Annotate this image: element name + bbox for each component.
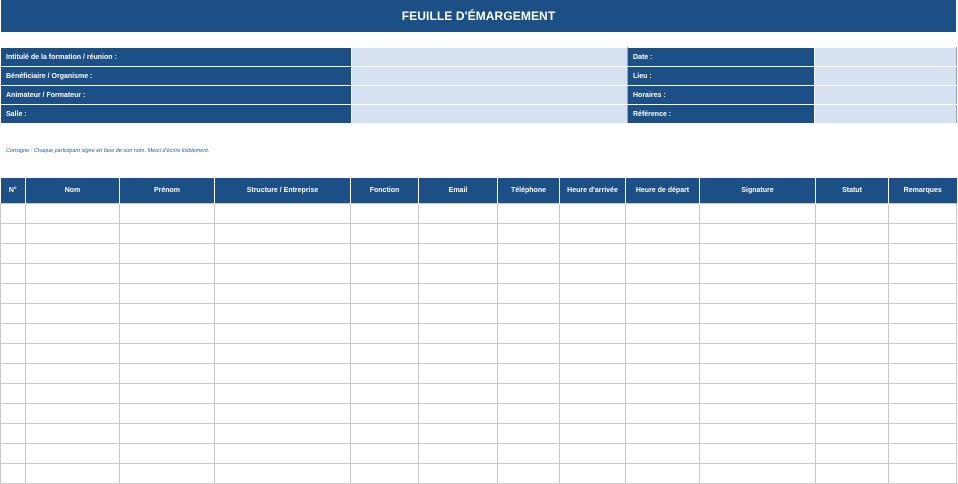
table-cell[interactable] [120,264,215,284]
sheet-title: FEUILLE D'ÉMARGEMENT [1,0,956,32]
table-cell[interactable] [351,444,419,464]
table-cell[interactable] [560,284,626,304]
table-cell[interactable] [215,464,351,484]
table-cell[interactable] [700,304,816,324]
table-cell[interactable] [700,344,816,364]
table-cell[interactable] [700,364,816,384]
info-row [1,67,957,86]
info-row [1,105,957,124]
table-cell[interactable] [700,204,816,224]
table-cell[interactable] [351,264,419,284]
table-cell[interactable] [1,384,26,404]
table-cell[interactable] [626,244,700,264]
table-cell[interactable] [700,424,816,444]
table-cell[interactable] [120,464,215,484]
table-cell[interactable] [498,424,560,444]
table-cell[interactable] [560,364,626,384]
table-cell[interactable] [120,284,215,304]
table-cell[interactable] [560,304,626,324]
table-cell[interactable] [626,324,700,344]
table-cell[interactable] [889,244,957,264]
table-cell[interactable] [26,224,120,244]
table-cell[interactable] [419,444,498,464]
table-cell[interactable] [351,304,419,324]
table-cell[interactable] [889,344,957,364]
date-label: Date : [628,48,815,67]
table-cell[interactable] [816,424,889,444]
table-cell[interactable] [351,464,419,484]
table-cell[interactable] [816,264,889,284]
table-cell[interactable] [498,224,560,244]
col-header-arrivee: Heure d'arrivée [560,178,626,204]
table-cell[interactable] [816,224,889,244]
table-cell[interactable] [626,264,700,284]
table-cell[interactable] [816,284,889,304]
table-cell[interactable] [215,344,351,364]
table-cell[interactable] [351,424,419,444]
table-cell[interactable] [889,284,957,304]
table-cell[interactable] [560,464,626,484]
table-cell[interactable] [889,444,957,464]
table-cell[interactable] [419,364,498,384]
table-cell[interactable] [560,244,626,264]
table-cell[interactable] [1,204,26,224]
table-cell[interactable] [889,204,957,224]
table-cell[interactable] [419,304,498,324]
table-cell[interactable] [1,224,26,244]
table-cell[interactable] [215,264,351,284]
table-cell[interactable] [26,424,120,444]
table-cell[interactable] [700,444,816,464]
table-cell[interactable] [560,424,626,444]
table-cell[interactable] [816,304,889,324]
col-header-numero: N° [1,178,26,204]
table-cell[interactable] [120,344,215,364]
table-cell[interactable] [626,404,700,424]
table-cell[interactable] [215,224,351,244]
table-cell[interactable] [215,324,351,344]
table-cell[interactable] [1,344,26,364]
table-cell[interactable] [26,264,120,284]
table-cell[interactable] [560,324,626,344]
table-cell[interactable] [419,464,498,484]
table-cell[interactable] [700,224,816,244]
table-cell[interactable] [419,344,498,364]
table-row [1,424,957,444]
table-cell[interactable] [626,284,700,304]
attendance-table [0,178,957,484]
table-cell[interactable] [626,424,700,444]
table-cell[interactable] [560,224,626,244]
table-cell[interactable] [560,444,626,464]
table-cell[interactable] [120,424,215,444]
table-cell[interactable] [498,324,560,344]
table-cell[interactable] [498,404,560,424]
info-table [0,47,957,124]
table-cell[interactable] [498,304,560,324]
table-cell[interactable] [626,364,700,384]
table-cell[interactable] [498,344,560,364]
table-cell[interactable] [351,204,419,224]
table-cell[interactable] [626,204,700,224]
table-cell[interactable] [419,264,498,284]
table-cell[interactable] [26,384,120,404]
table-cell[interactable] [816,404,889,424]
table-cell[interactable] [26,444,120,464]
table-cell[interactable] [351,324,419,344]
table-cell[interactable] [1,404,26,424]
table-cell[interactable] [626,304,700,324]
table-cell[interactable] [419,244,498,264]
table-cell[interactable] [889,384,957,404]
table-cell[interactable] [889,364,957,384]
col-header-structure: Structure / Entreprise [215,178,351,204]
table-cell[interactable] [498,284,560,304]
table-cell[interactable] [120,304,215,324]
table-cell[interactable] [120,384,215,404]
table-cell[interactable] [26,304,120,324]
table-cell[interactable] [26,344,120,364]
table-cell[interactable] [560,264,626,284]
table-cell[interactable] [215,244,351,264]
table-cell[interactable] [120,204,215,224]
table-cell[interactable] [626,444,700,464]
table-cell[interactable] [889,404,957,424]
table-cell[interactable] [498,364,560,384]
table-cell[interactable] [26,204,120,224]
table-row [1,304,957,324]
table-cell[interactable] [1,464,26,484]
table-cell[interactable] [26,284,120,304]
table-cell[interactable] [560,404,626,424]
table-cell[interactable] [816,244,889,264]
table-cell[interactable] [626,344,700,364]
table-cell[interactable] [498,444,560,464]
table-row [1,384,957,404]
table-row [1,204,957,224]
table-cell[interactable] [560,204,626,224]
table-cell[interactable] [700,464,816,484]
col-header-prenom: Prénom [120,178,215,204]
table-cell[interactable] [498,384,560,404]
reference-label: Référence : [628,105,815,124]
table-row [1,284,957,304]
table-cell[interactable] [419,224,498,244]
table-cell[interactable] [419,404,498,424]
table-cell[interactable] [889,304,957,324]
table-row [1,364,957,384]
table-cell[interactable] [419,424,498,444]
table-row [1,264,957,284]
formation-field[interactable] [352,48,628,67]
table-cell[interactable] [560,344,626,364]
table-cell[interactable] [1,284,26,304]
table-cell[interactable] [419,324,498,344]
table-cell[interactable] [816,204,889,224]
table-cell[interactable] [351,244,419,264]
table-cell[interactable] [120,324,215,344]
table-cell[interactable] [1,364,26,384]
table-cell[interactable] [700,244,816,264]
table-cell[interactable] [889,224,957,244]
table-cell[interactable] [816,344,889,364]
date-field[interactable] [815,48,957,67]
table-row [1,324,957,344]
table-cell[interactable] [626,224,700,244]
table-cell[interactable] [26,404,120,424]
table-cell[interactable] [215,204,351,224]
beneficiaire-field[interactable] [352,67,628,86]
table-cell[interactable] [351,344,419,364]
table-row [1,404,957,424]
table-cell[interactable] [889,264,957,284]
table-cell[interactable] [700,264,816,284]
table-cell[interactable] [419,204,498,224]
beneficiaire-label: Bénéficiaire / Organisme : [1,67,352,86]
table-row [1,464,957,484]
info-row [1,86,957,105]
table-cell[interactable] [498,264,560,284]
table-cell[interactable] [816,384,889,404]
table-cell[interactable] [816,364,889,384]
table-cell[interactable] [816,324,889,344]
formation-label: Intitulé de la formation / réunion : [1,48,352,67]
lieu-label: Lieu : [628,67,815,86]
attendance-rows [1,204,957,484]
table-cell[interactable] [700,284,816,304]
table-cell[interactable] [700,324,816,344]
table-cell[interactable] [120,364,215,384]
table-cell[interactable] [419,384,498,404]
salle-field[interactable] [352,105,628,124]
table-cell[interactable] [120,444,215,464]
table-cell[interactable] [889,424,957,444]
table-cell[interactable] [215,304,351,324]
table-cell[interactable] [1,444,26,464]
table-row [1,344,957,364]
table-cell[interactable] [215,404,351,424]
col-header-fonction: Fonction [351,178,419,204]
table-cell[interactable] [26,244,120,264]
table-cell[interactable] [498,244,560,264]
reference-field[interactable] [815,105,957,124]
table-cell[interactable] [816,444,889,464]
col-header-nom: Nom [26,178,120,204]
table-cell[interactable] [120,404,215,424]
table-cell[interactable] [215,424,351,444]
table-cell[interactable] [1,424,26,444]
salle-label: Salle : [1,105,352,124]
animateur-field[interactable] [352,86,628,105]
info-row [1,48,957,67]
table-row [1,444,957,464]
table-cell[interactable] [120,244,215,264]
table-cell[interactable] [560,384,626,404]
col-header-statut: Statut [816,178,889,204]
table-cell[interactable] [889,324,957,344]
table-cell[interactable] [816,464,889,484]
table-cell[interactable] [351,384,419,404]
horaires-field[interactable] [815,86,957,105]
table-cell[interactable] [215,364,351,384]
table-cell[interactable] [700,384,816,404]
table-cell[interactable] [215,384,351,404]
horaires-label: Horaires : [628,86,815,105]
lieu-field[interactable] [815,67,957,86]
table-cell[interactable] [626,464,700,484]
table-cell[interactable] [26,324,120,344]
table-cell[interactable] [351,364,419,384]
instruction-note: Consigne : Chaque participant signe en face de son nom. Merci d'écrire lisiblement. [6,148,210,154]
table-cell[interactable] [1,324,26,344]
table-cell[interactable] [351,224,419,244]
table-cell[interactable] [1,304,26,324]
col-header-remarques: Remarques [889,178,957,204]
table-cell[interactable] [626,384,700,404]
header-row [1,178,957,204]
table-cell[interactable] [419,284,498,304]
table-row [1,244,957,264]
table-cell[interactable] [498,464,560,484]
col-header-email: Email [419,178,498,204]
table-cell[interactable] [1,264,26,284]
table-cell[interactable] [215,444,351,464]
table-cell[interactable] [498,204,560,224]
col-header-depart: Heure de départ [626,178,700,204]
table-row [1,224,957,244]
table-cell[interactable] [351,404,419,424]
table-cell[interactable] [889,464,957,484]
table-cell[interactable] [351,284,419,304]
table-cell[interactable] [215,284,351,304]
table-cell[interactable] [26,464,120,484]
table-cell[interactable] [700,404,816,424]
col-header-telephone: Téléphone [498,178,560,204]
table-cell[interactable] [1,244,26,264]
col-header-signature: Signature [700,178,816,204]
animateur-label: Animateur / Formateur : [1,86,352,105]
table-cell[interactable] [26,364,120,384]
table-cell[interactable] [120,224,215,244]
